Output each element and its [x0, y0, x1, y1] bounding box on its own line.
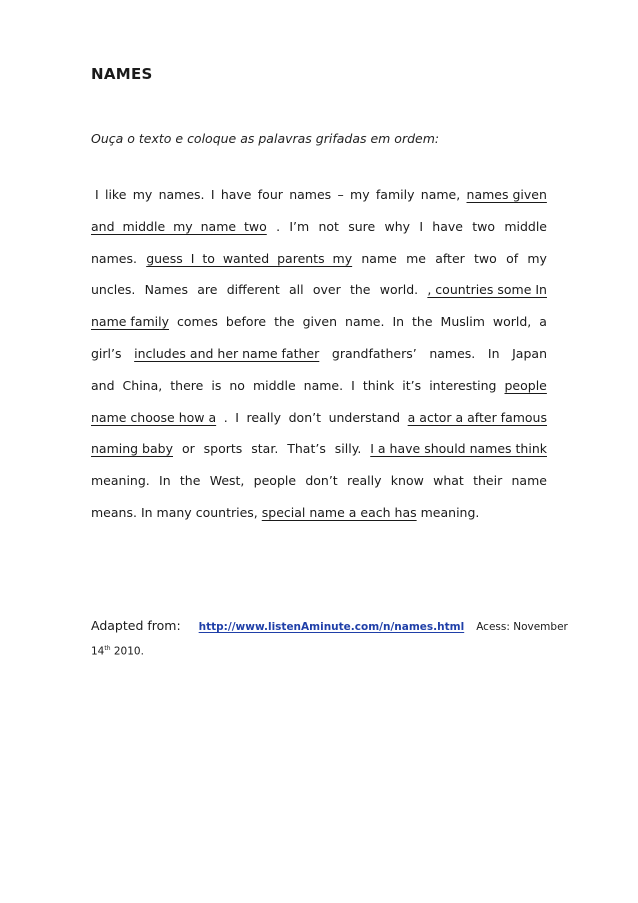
text-word: star.	[251, 441, 279, 457]
access-date-suffix: th	[104, 645, 111, 652]
scrambled-phrase: , countries some In	[427, 282, 547, 298]
text-word: uncles.	[91, 282, 136, 298]
text-word: Japan	[512, 346, 547, 361]
text-line	[91, 473, 547, 489]
text-word: are	[197, 282, 218, 298]
text-word: In	[140, 505, 153, 520]
access-date-day: 14	[91, 645, 105, 658]
text-word: really	[246, 409, 282, 425]
text-word: In	[392, 314, 405, 330]
text-word: two	[472, 218, 496, 234]
text-word: names.	[91, 250, 137, 266]
text-word: names.	[429, 346, 476, 361]
text-word: before	[225, 314, 267, 330]
text-word: world.	[379, 282, 419, 298]
scrambled-phrase: special name a each has	[261, 505, 417, 520]
text-word: I	[419, 218, 424, 234]
text-word: –	[337, 187, 344, 202]
text-word: girl’s	[91, 346, 122, 361]
text-word: Names	[144, 282, 188, 298]
scrambled-phrase: name family	[91, 314, 170, 330]
text-word: comes	[177, 314, 218, 330]
text-word: four	[257, 187, 283, 202]
text-word: it’s	[402, 377, 422, 393]
scrambled-phrase: and middle my name two	[91, 218, 267, 234]
text-word: That’s	[287, 441, 326, 457]
text-line	[91, 378, 547, 394]
text-word: is	[211, 377, 222, 393]
text-word: know	[390, 473, 424, 489]
text-word: grandfathers’	[331, 346, 417, 361]
text-word: meaning.	[91, 473, 150, 489]
text-line	[91, 282, 547, 298]
text-word: like	[104, 187, 127, 202]
text-word: I	[95, 187, 99, 202]
access-date-year: 2010.	[110, 645, 144, 658]
text-line	[95, 187, 547, 203]
text-word: meaning.	[420, 505, 480, 520]
scrambled-phrase: I a have should names think	[370, 441, 547, 457]
text-word: their	[473, 473, 503, 489]
text-word: what	[433, 473, 464, 489]
text-word: sports	[203, 441, 243, 457]
instruction-text: Ouça o texto e coloque as palavras grifadas em ordem:	[91, 131, 440, 146]
text-word: means.	[91, 505, 137, 520]
text-word: of	[506, 250, 519, 266]
text-word: I	[210, 187, 215, 202]
text-word: the	[274, 314, 295, 330]
text-word: no	[229, 377, 245, 393]
text-word: middle	[252, 377, 296, 393]
text-word: really	[346, 473, 382, 489]
text-line	[91, 251, 547, 267]
text-word: have	[220, 187, 252, 202]
text-word: many	[156, 505, 192, 520]
source-credit	[91, 618, 568, 633]
text-word: and	[91, 377, 115, 393]
text-word: over	[312, 282, 341, 298]
text-word: family	[375, 187, 415, 202]
text-word: I’m	[289, 218, 310, 234]
text-word: China,	[122, 377, 163, 393]
text-word: West,	[209, 473, 245, 489]
access-date	[91, 645, 144, 658]
page-title: NAMES	[91, 65, 153, 83]
scrambled-phrase: a actor a after famous	[407, 409, 547, 425]
text-word: interesting	[429, 377, 497, 393]
text-word: given	[302, 314, 338, 330]
text-word: my	[132, 187, 153, 202]
text-word: name.	[303, 377, 344, 393]
text-word: me	[406, 250, 426, 266]
scrambled-phrase: names given	[466, 187, 547, 202]
text-word: Muslim	[440, 314, 485, 330]
credit-label: Adapted from:	[91, 618, 181, 633]
text-word: name.	[345, 314, 385, 330]
scrambled-phrase: name choose how a	[91, 409, 217, 425]
text-word: In	[487, 346, 500, 361]
text-word: .	[223, 409, 228, 425]
text-word: name	[511, 473, 547, 489]
text-line	[91, 346, 547, 362]
text-word: middle	[504, 218, 547, 234]
text-word: why	[384, 218, 411, 234]
text-word: my	[527, 250, 547, 266]
text-word: silly.	[334, 441, 362, 457]
source-link[interactable]: http://www.listenAminute.com/n/names.html	[198, 621, 465, 633]
text-line	[91, 441, 547, 457]
text-word: people	[253, 473, 297, 489]
text-word: sure	[348, 218, 376, 234]
text-word: all	[289, 282, 304, 298]
text-word: names.	[158, 187, 205, 202]
text-word: after	[435, 250, 465, 266]
text-word: or	[181, 441, 195, 457]
scrambled-phrase: guess I to wanted parents my	[146, 250, 353, 266]
access-label: Acess: November	[476, 621, 568, 633]
text-word: .	[276, 218, 281, 234]
scrambled-phrase: naming baby	[91, 441, 173, 457]
text-word: name	[361, 250, 397, 266]
text-word: I	[235, 409, 239, 425]
text-word: I	[351, 377, 355, 393]
text-line	[91, 314, 547, 330]
text-word: don’t	[305, 473, 338, 489]
text-line	[91, 410, 547, 426]
text-word: understand	[328, 409, 401, 425]
text-word: countries,	[195, 505, 258, 520]
text-word: a	[539, 314, 547, 330]
text-line	[91, 219, 547, 235]
text-word: not	[318, 218, 339, 234]
text-word: don’t	[288, 409, 321, 425]
scrambled-phrase: people	[504, 377, 547, 393]
text-word: names	[289, 187, 332, 202]
text-word: there	[170, 377, 204, 393]
scrambled-phrase: includes and her name father	[134, 346, 320, 361]
text-word: the	[349, 282, 371, 298]
text-word: the	[179, 473, 201, 489]
text-word: world,	[492, 314, 532, 330]
text-word: In	[159, 473, 171, 489]
text-word: think	[362, 377, 395, 393]
text-word: my	[350, 187, 370, 202]
text-word: different	[226, 282, 280, 298]
text-line	[91, 505, 547, 521]
text-word: the	[412, 314, 433, 330]
text-word: have	[432, 218, 463, 234]
text-word: two	[474, 250, 497, 266]
text-word: name,	[420, 187, 461, 202]
